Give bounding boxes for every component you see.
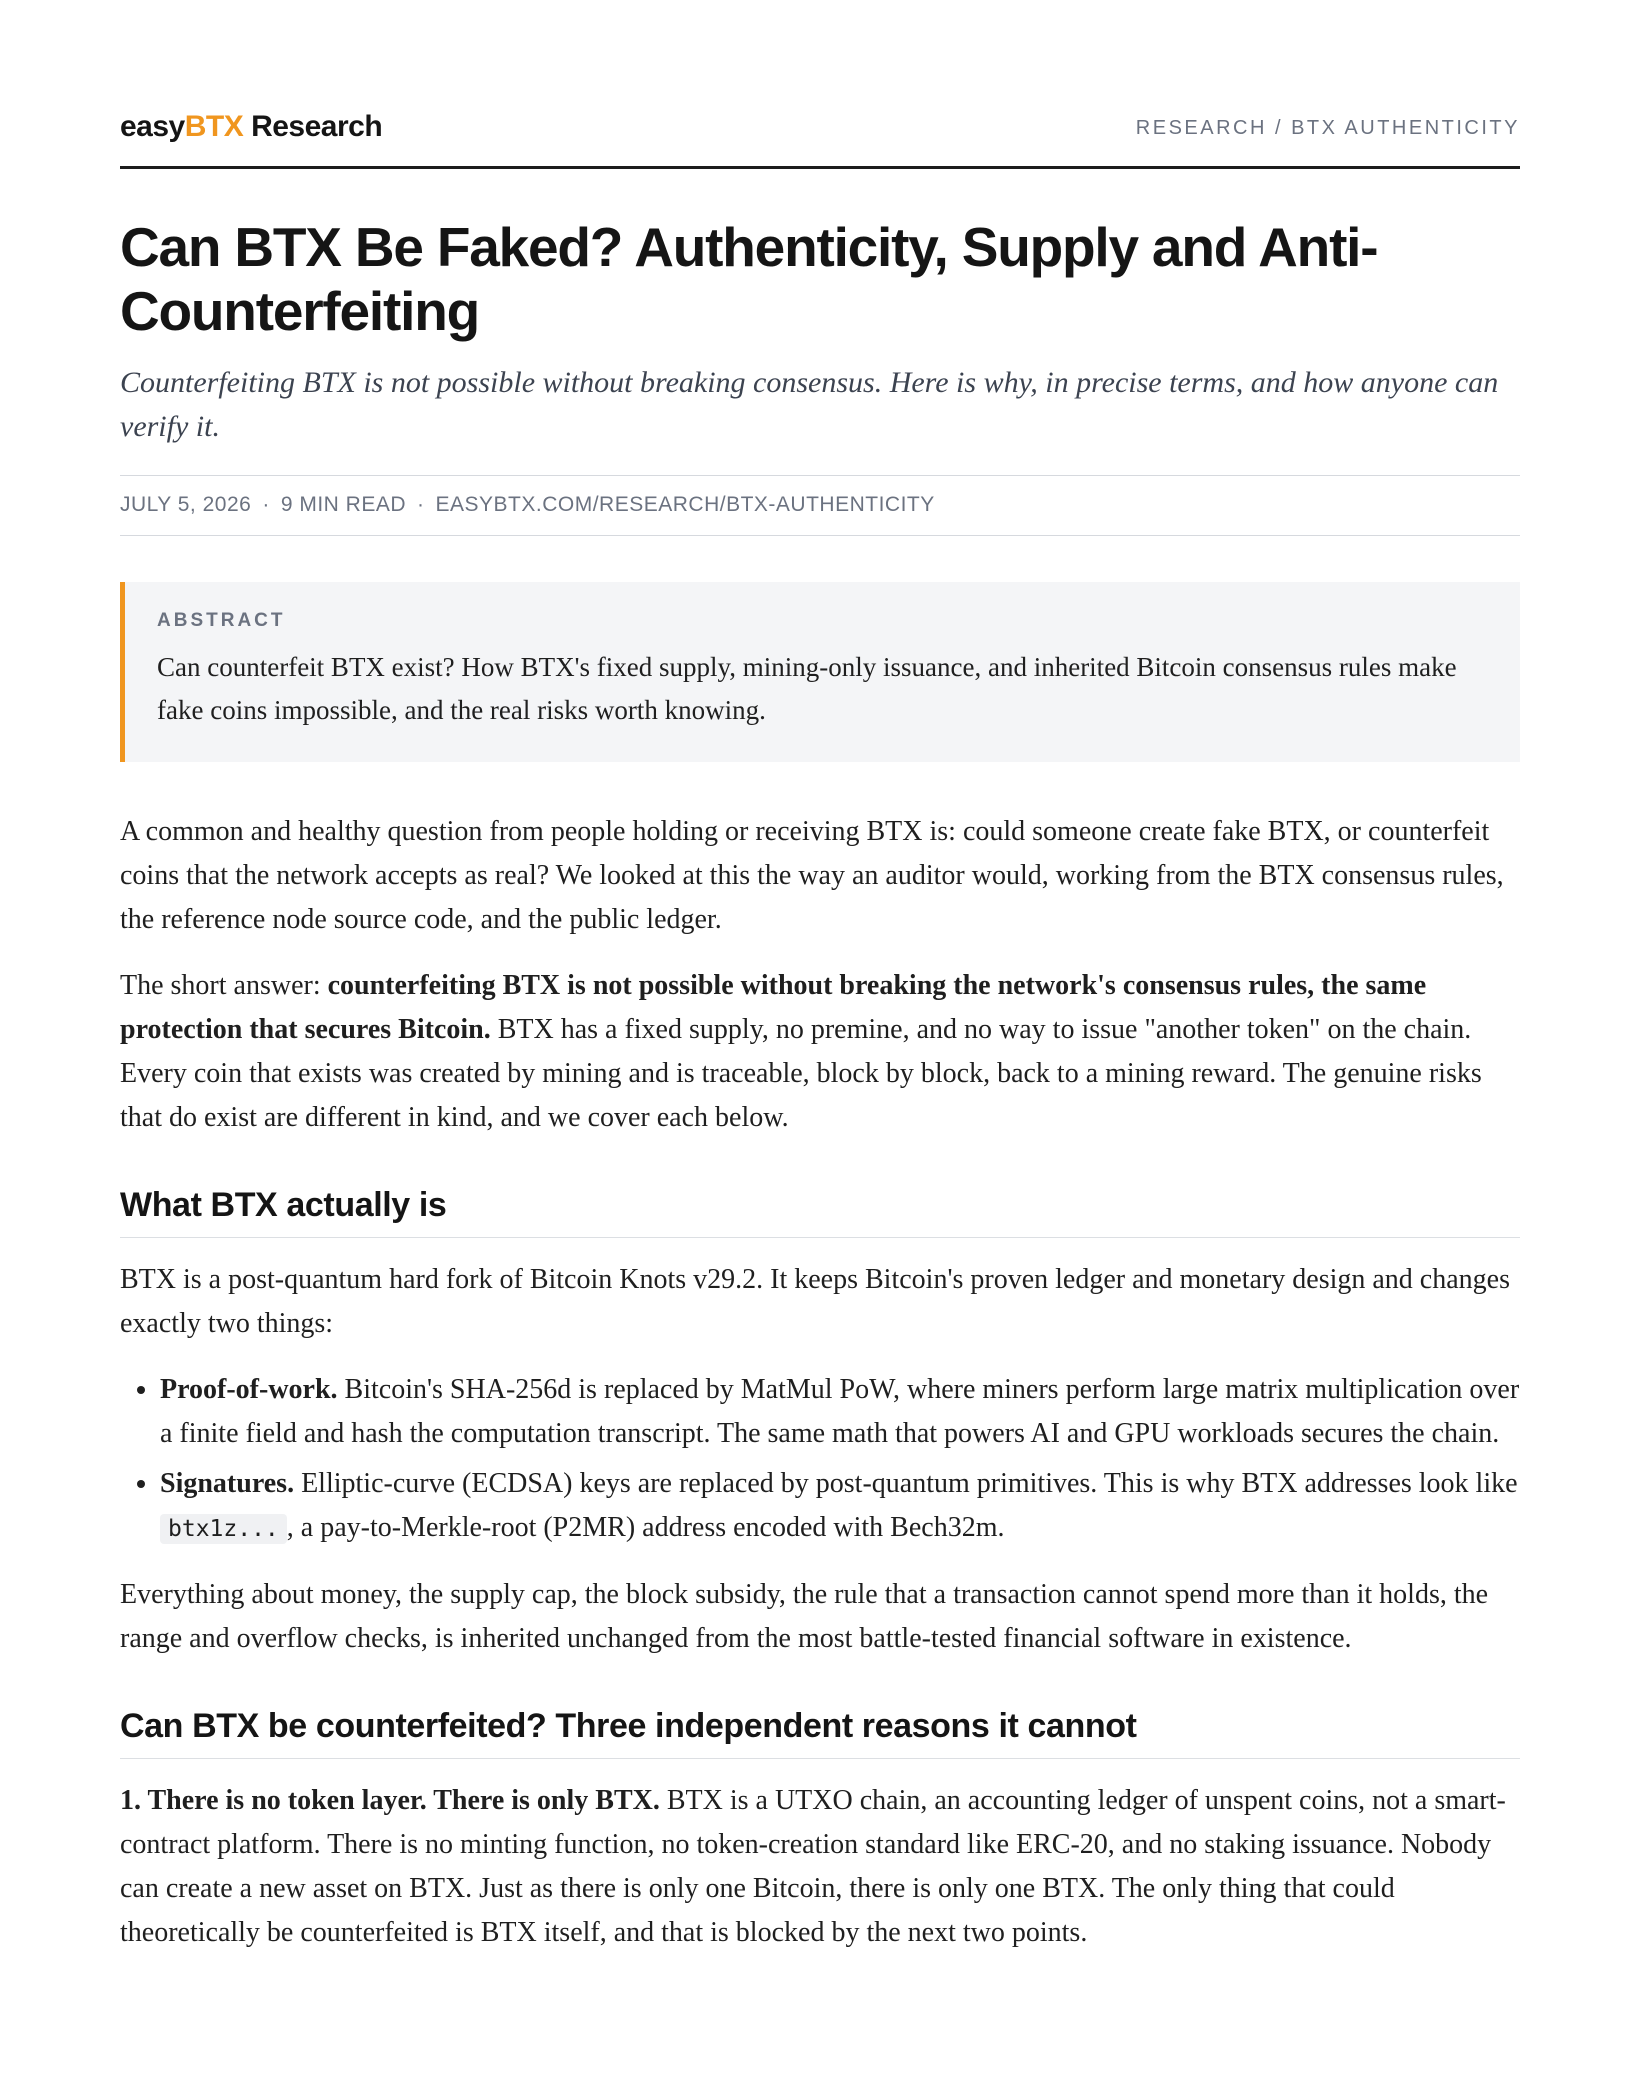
list-item-proof-of-work (160, 1368, 1520, 1456)
short-answer-paragraph (120, 964, 1520, 1140)
publish-date: JULY 5, 2026 (120, 493, 252, 516)
signatures-text-1: Elliptic-curve (ECDSA) keys are replaced by post-quantum primitives. This is why BTX addresses look like (294, 1468, 1518, 1499)
signatures-label: Signatures. (160, 1468, 295, 1499)
short-answer-emphasis: counterfeiting BTX is not possible without breaking the network's consensus rules, the same protection that secures Bitcoin. (120, 970, 1427, 1045)
article-url[interactable]: EASYBTX.COM/RESEARCH/BTX-AUTHENTICITY (435, 493, 935, 516)
brand-easy: easy (120, 110, 185, 143)
signatures-text-2: , a pay-to-Merkle-root (P2MR) address encoded with Bech32m. (286, 1512, 1005, 1543)
pow-text: Bitcoin's SHA-256d is replaced by MatMul PoW, where miners perform large matrix multiplication over a finite field and hash the computation transcript. The same math that powers AI and GPU workloads secures the chain. (160, 1374, 1520, 1449)
meta-separator: · (417, 493, 425, 516)
meta-separator: · (262, 493, 270, 516)
section-heading-what-btx-is: What BTX actually is (120, 1186, 1520, 1238)
reason-one-text: BTX is a UTXO chain, an accounting ledger of unspent coins, not a smart-contract platform. There is no minting function, no token-creation standard like ERC-20, and no staking issuance. Nobody can create a new asset on BTX. Just as there is only one Bitcoin, there is only one BTX. The only thing that could theoretically be counterfeited is BTX itself, and that is blocked by the next two points. (120, 1785, 1506, 1948)
page-title: Can BTX Be Faked? Authenticity, Supply and Anti-Counterfeiting (120, 216, 1378, 342)
short-answer-rest: BTX has a fixed supply, no premine, and no way to issue "another token" on the chain. Every coin that exists was created by mining and is traceable, block by block, back to a mining reward. The genuine risks that do exist are different in kind, and we cover each below. (120, 1014, 1482, 1133)
brand-logo[interactable] (120, 110, 382, 144)
read-time: 9 MIN READ (280, 493, 407, 516)
inheritance-paragraph: Everything about money, the supply cap, the block subsidy, the rule that a transaction cannot spend more than it holds, the range and overflow checks, is inherited unchanged from the most battle-tested financial software in existence. (120, 1579, 1489, 1654)
page-subtitle: Counterfeiting BTX is not possible without breaking consensus. Here is why, in precise terms, and how anyone can verify it. (120, 366, 1499, 443)
breadcrumb[interactable]: RESEARCH / BTX AUTHENTICITY (1135, 117, 1520, 139)
article-page (120, 0, 1520, 1955)
abstract-text: Can counterfeit BTX exist? How BTX's fixed supply, mining-only issuance, and inherited Bitcoin consensus rules make fake coins impossible, and the real risks worth knowing. (157, 652, 1457, 725)
address-prefix-code: btx1z... (160, 1514, 287, 1544)
btx-definition-paragraph: BTX is a post-quantum hard fork of Bitcoin Knots v29.2. It keeps Bitcoin's proven ledger and monetary design and changes exactly two things: (120, 1264, 1510, 1339)
list-item-signatures (160, 1462, 1520, 1551)
site-header (120, 110, 1520, 169)
reason-one-paragraph (120, 1779, 1520, 1955)
section-heading-counterfeit: Can BTX be counterfeited? Three independent reasons it cannot (120, 1707, 1520, 1759)
abstract-box (120, 582, 1520, 762)
brand-btx: BTX (184, 110, 244, 143)
article-meta (120, 475, 1520, 536)
pow-label: Proof-of-work. (160, 1374, 338, 1405)
intro-paragraph: A common and healthy question from people holding or receiving BTX is: could someone create fake BTX, or counterfeit coins that the network accepts as real? We looked at this the way an auditor would, working from the BTX consensus rules, the reference node source code, and the public ledger. (120, 816, 1504, 935)
reason-one-title: 1. There is no token layer. There is only BTX. (120, 1785, 660, 1816)
changes-list (120, 1368, 1520, 1551)
brand-research: Research (243, 110, 383, 143)
abstract-label: ABSTRACT (157, 610, 286, 631)
short-answer-lead: The short answer: (120, 970, 328, 1001)
